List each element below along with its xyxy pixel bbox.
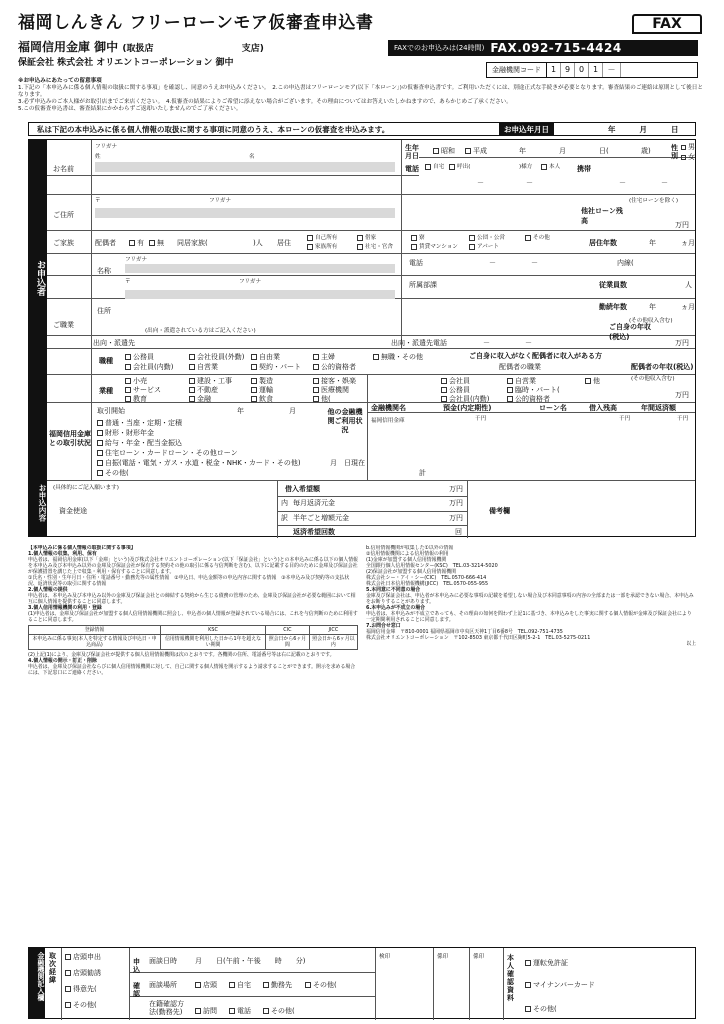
work-postal: 〒: [125, 279, 131, 285]
purpose-note: (具体的にご記入願います): [53, 485, 119, 491]
spouse-income-label: 配偶者の年収(税込): [631, 363, 694, 371]
bank-first: 福岡信用金庫: [371, 418, 405, 424]
residence-label: 居住: [277, 239, 291, 247]
bank-item[interactable]: 自振(電話・電気・ガス・水道・税金・NHK・カード・その他): [97, 458, 301, 468]
amount-unit: 万円: [449, 485, 463, 493]
terms-text: 福岡信用金庫 〒810-0001 福岡県福岡市中央区天神1丁目6番8号 TEL.092-751-4735: [366, 629, 563, 635]
apply-day[interactable]: 日: [671, 124, 679, 134]
bank-item[interactable]: 住宅ローン・カードローン・その他ローン: [97, 448, 238, 458]
company-label: 名称: [97, 267, 111, 275]
terms-heading: 3.個人信用情報機関の利用・登録: [28, 605, 102, 611]
other-loan-note: (住宅ローンを除く): [629, 198, 679, 204]
place-option[interactable]: 勤務先: [263, 980, 292, 990]
spouse-income-note: (その他収入含む): [631, 376, 675, 382]
terms-heading: 5.本同意に不同意の場合: [366, 587, 421, 593]
notes-heading: ※お申込みにあたっての留意事項: [18, 78, 102, 84]
applicant-side-label: お申込者: [29, 140, 47, 536]
cohabit-label: 同居家族(: [177, 239, 208, 247]
female-option[interactable]: 女: [681, 152, 695, 162]
ind-option[interactable]: 教育: [125, 394, 147, 404]
spouse-job-label: 配偶者の職業: [499, 363, 541, 371]
industry-label: 業種: [99, 387, 113, 395]
res-option[interactable]: アパート: [469, 242, 499, 250]
uchi-label: 内: [281, 499, 288, 507]
terms-text: 申込者は、金庫及び保証会社ならびに個人信用情報機関に対して、自己に関する個人情報を開示するよう請求することができます。開示を求める場合には、下記窓口にご連絡ください。: [28, 664, 356, 676]
res-option[interactable]: 家族所有: [307, 242, 337, 250]
address-input[interactable]: [95, 208, 395, 218]
bank-item[interactable]: その他(: [97, 468, 129, 478]
naisen-label: 内線(: [617, 259, 634, 267]
staff-area: [28, 947, 696, 1019]
ind-option[interactable]: 小売: [125, 376, 147, 386]
method-option[interactable]: 電話: [229, 1006, 251, 1016]
mei-label: 名: [249, 154, 255, 160]
loan-side-label: お申込内容: [29, 480, 47, 537]
notes: [18, 78, 708, 113]
dept-label: 所属部課: [409, 281, 437, 289]
stamp-label: 係印: [473, 954, 485, 960]
bank-item[interactable]: 財形・財形年金: [97, 428, 154, 438]
notes-line: 1.下記の「本申込みに係る個人情報の取扱に関する事項」を確認し、同意のうえお申込みください。 2.この申込書はフリーローンモア(以下「本ローン」)の仮審査申込書です。ご利用いただくには、別途正式な手続きが必要となります。審査結果のご連絡は原則として後日となります。: [18, 85, 703, 98]
spouse-option[interactable]: 会社員(内勤): [441, 394, 489, 404]
fax-number: FAX.092-715-4424: [490, 41, 622, 55]
code-digit-dash: －: [603, 63, 621, 77]
phone-own[interactable]: 本人: [541, 162, 560, 170]
purpose-label: 資金使途: [59, 507, 87, 515]
terms-text: 全国銀行個人信用情報センター(KSC) TEL.03-3214-5020: [366, 563, 498, 569]
dispatch-note: (出向・派遣されている方はご記入ください): [145, 328, 256, 334]
terms-text: 金庫及び保証会社は、申込者が本申込みに必要な事項の記載を希望しない場合及び本同意事項の内容の全部または一部を承認できない場合、本申込みをお断りすることがあります。: [366, 593, 694, 605]
count-unit: 回: [455, 528, 462, 536]
institution-code-box: [486, 62, 698, 78]
route-option[interactable]: その他(: [65, 1000, 97, 1010]
work-address-label: 住所: [97, 307, 111, 315]
registration-table: [28, 625, 358, 650]
job-option[interactable]: 公的資格者: [313, 362, 356, 372]
bank-item[interactable]: 普通・当座・定期・定積: [97, 418, 182, 428]
apply-year[interactable]: 年: [608, 124, 616, 134]
bonus-label: 半年ごと増額元金: [293, 514, 349, 522]
institution-code-label: 金融機関コード: [487, 63, 547, 77]
dispatch-label: 出向・派遣先: [93, 339, 135, 347]
route-option[interactable]: 店頭勧誘: [65, 968, 101, 978]
job-option[interactable]: 自営業: [189, 362, 218, 372]
route-option[interactable]: 店頭申出: [65, 952, 101, 962]
branch-label: (取扱店: [122, 44, 154, 54]
interview-date[interactable]: 月 日(午前・午後 時 分): [195, 957, 306, 965]
income-unit: 万円: [675, 339, 689, 347]
id-option[interactable]: 運転免許証: [525, 958, 568, 968]
birth-month[interactable]: 月: [559, 147, 566, 155]
years-kagetsu: ヵ月: [681, 303, 695, 311]
terms-heading: 7.お問合せ窓口: [366, 623, 401, 629]
tbl-cell: 本申込みに係る事実(本人を特定する情報及び申込日・申込商品): [29, 635, 161, 650]
start-month: 月: [289, 407, 296, 415]
terms-heading: 6.本申込みが不成立の場合: [366, 605, 426, 611]
occupation-label: ご職業: [53, 321, 74, 329]
phone-label: 電話: [405, 165, 419, 173]
route-option[interactable]: 得意先(: [65, 984, 97, 994]
mobile-label: 携帯: [577, 165, 591, 173]
place-option[interactable]: その他(: [305, 980, 337, 990]
job-option[interactable]: 主婦: [313, 352, 335, 362]
unit-senen: 千円: [475, 416, 487, 422]
tbl-cell: 照会日から6ヶ月以内: [309, 635, 357, 650]
remarks-label: 備考欄: [489, 507, 510, 515]
sex-label: 性別: [671, 144, 678, 160]
interview-place-label: 面談場所: [149, 981, 177, 989]
spouse-income-header: ご自身に収入がなく配偶者に収入がある方: [469, 352, 602, 360]
phone-sama: )様方: [519, 164, 533, 170]
terms-heading: 2.個人情報の提供: [28, 587, 68, 593]
work-address-input[interactable]: [125, 290, 395, 299]
spouse-income-unit: 万円: [675, 391, 689, 399]
terms-text: (1)金庫が加盟する個人信用情報機関: [366, 557, 447, 563]
name-label: お名前: [53, 165, 74, 173]
place-option[interactable]: 自宅: [229, 980, 251, 990]
stamp-label: 係印: [437, 954, 449, 960]
showa-option[interactable]: 昭和: [433, 146, 455, 156]
confirm-label: 確認: [133, 982, 140, 998]
bank-total: 計: [419, 469, 426, 477]
work-address-furigana: フリガナ: [239, 279, 262, 285]
bank-col: 年間返済額: [641, 404, 676, 412]
ind-option[interactable]: 不動産: [189, 385, 218, 395]
employees-unit: 人: [685, 281, 692, 289]
bank-relationship-label: 福岡信用金庫との取引状況: [49, 430, 91, 447]
apply-month[interactable]: 月: [639, 124, 647, 134]
monthly-label: 毎月返済元金: [293, 499, 335, 507]
spouse-option[interactable]: 他: [585, 376, 600, 386]
code-digit: 1: [547, 63, 561, 77]
place-option[interactable]: 店頭: [195, 980, 217, 990]
terms-text: 申込者は、本申込み及び本申込み以外の金庫及び保証会社との締結する契約から生じる債務の管理のため、金庫及び保証会社が必要な範囲において相互に個人情報を提供することに同意します。: [28, 593, 356, 605]
tbl-head: JICC: [309, 626, 357, 635]
birth-year[interactable]: 年: [519, 147, 526, 155]
other-loan-label: 他社ローン残高: [581, 207, 623, 225]
income-note: (その他収入含む): [629, 318, 673, 324]
bank-name: 福岡信用金庫 御中: [18, 40, 119, 54]
ind-option[interactable]: 製造: [251, 376, 273, 386]
terms-text: 株式会社オリエントコーポレーション 〒102-8503 東京都千代田区麹町5-2-1 TEL.03-5275-0211: [366, 635, 591, 641]
stamp-label: 検印: [379, 954, 391, 960]
birth-label: 生年月日: [405, 144, 419, 160]
address-label: ご住所: [53, 211, 74, 219]
bonus-unit: 万円: [449, 514, 463, 522]
code-digit: 0: [575, 63, 589, 77]
amount-label: 借入希望額: [285, 485, 320, 493]
terms-text: (2)上記(1)により、金庫及び保証会社が提供する個人信用情報機関は次のとおりです。各機関の住所、電話番号等は右に記載のとおりです。: [28, 652, 335, 658]
birth-day[interactable]: 日(: [599, 147, 609, 155]
spouse-option[interactable]: 会社員: [441, 376, 470, 386]
dispatch-phone-label: 出向・派遣先電話: [391, 339, 447, 347]
job-option[interactable]: 公務員: [125, 352, 154, 362]
sei-label: 姓: [95, 154, 101, 160]
as-of-label: 月 日現在: [330, 459, 365, 467]
interview-date-label: 面談日時: [149, 957, 177, 965]
other-banks-label: 他の金融機関ご利用状況: [327, 408, 363, 434]
wake-label: 訳: [281, 514, 288, 522]
terms-text: 申込者は、本申込みが不成立であっても、その理由の如何を問わず上記1に基づき、本申込みをした事実に関する個人情報が金庫及び保証会社により一定期間利用されることに同意します。: [366, 611, 692, 623]
terms-text: ①氏名・性別・生年月日・住所・電話番号・勤務先等の属性情報 ②申込日、申込金額等の申込内容に関する情報 ③本申込み及び契約等の支払状況、返済状況等の取引に関する情報: [28, 575, 350, 587]
ind-option[interactable]: 医療機関: [313, 385, 349, 395]
work-phone-label: 電話: [409, 259, 423, 267]
method-label: 在籍確認方法(勤務先): [149, 1000, 184, 1016]
other-loan-unit: 万円: [675, 221, 689, 229]
spouse-label: 配偶者: [95, 239, 116, 247]
ind-option[interactable]: 運輸: [251, 385, 273, 395]
terms-title: 【本申込みに係る個人情報の取扱に関する事項】: [28, 545, 136, 551]
address-furigana: フリガナ: [209, 198, 232, 204]
company-furigana: フリガナ: [125, 257, 148, 263]
spouse-option[interactable]: 公務員: [441, 385, 470, 395]
agreement-bar: [28, 122, 696, 136]
tbl-head: 登録情報: [29, 626, 161, 635]
bank-col: 預金(内定期性): [443, 404, 492, 412]
form-title: 福岡しんきん フリーローンモア仮審査申込書: [18, 13, 374, 33]
bank-addressee: [18, 38, 264, 55]
unit-senen: 千円: [677, 416, 689, 422]
residence-nen: 年: [649, 239, 656, 247]
residence-years-label: 居住年数: [589, 239, 617, 247]
res-option[interactable]: 社宅・官舎: [357, 242, 393, 250]
monthly-unit: 万円: [449, 499, 463, 507]
bank-col: 借入残高: [589, 404, 617, 412]
application-form: お申込者 お申込内容 フリガナ 姓 名 お名前 生年月日 昭和 平成 年 月 日( 歳) 性別 男 女 電話 自宅 呼出( )様方 本人 携帯 － － － － 〒 フリガナ ご住所 (住宅ローンを除く) 他社ローン残高 万円 ご家族 配偶者 有 無 同居家族( )人 居住 自己所有 家族所有 借家 社宅・官舎 寮 賃貸マンション 公団・公営 アパート その他 居住年数 年 ヵ月 フリガナ 名称 電話 － － 内線( 所属部課 従業員数 人 〒 フリガナ 住所 勤続年数 年 ヵ月 ご職業 ご自身の年収(税込) (その他収入含む) 万円 (出向・派遣されている方はご記入ください) 出向・派遣先 出向・派遣先電話 － － 職種 公務員 会社員(内勤) 会社役員(外勤) 自営業 自由業 契約・パート 主婦 公的資格者 無職・その他 業種 小売 サービス 教育 建設・工事 不動産 金融 製造 運輸 飲食 接客・娯楽 医療機関 他( ご自身に収入がなく配偶者に収入がある方 配偶者の職業 配偶者の年収(税込) 会社員 公務員 会社員(内勤) 自営業 臨時・パート( 公的資格者 他 (その他収入含む) 万円 取引開始 年 月 福岡信用金庫との取引状況 普通・当座・定期・定積 財形・財形年金 給与・年金・配当金振込 住宅ローン・カードローン・その他ローン 自振(電話・電気・ガス・水道・税金・NHK・カード・その他) その他( 他の金融機関ご利用状況 月 日現在 金融機関名 預金(内定期性) ローン名 借入残高 年間返済額 福岡信用金庫 千円 千円 千円 計 (具体的にご記入願います) 資金使途 借入希望額 万円 内 毎月返済元金 万円 訳 半年ごと増額元金 万円 返済希望回数 回 備考欄: [28, 139, 696, 537]
fax-label: FAXでのお申込みは(24時間): [394, 44, 485, 52]
ind-option[interactable]: 接客・娯楽: [313, 376, 356, 386]
bank-item[interactable]: 給与・年金・配当金振込: [97, 438, 182, 448]
ind-option[interactable]: 建設・工事: [189, 376, 232, 386]
terms-text: ②信用情報機関による信用情報の利用: [366, 551, 449, 557]
family-label: ご家族: [53, 239, 74, 247]
start-year: 年: [237, 407, 244, 415]
spouse-no[interactable]: 無: [149, 238, 164, 248]
job-option[interactable]: 契約・パート: [251, 362, 301, 372]
phone-callout[interactable]: 呼出(: [449, 162, 470, 170]
job-label: 職種: [99, 357, 113, 365]
tbl-head: CIC: [266, 626, 310, 635]
furigana-label: フリガナ: [95, 144, 118, 150]
terms-text: b.信用情報機関が収集した①以外の情報: [366, 545, 454, 551]
res-option[interactable]: その他: [525, 233, 550, 241]
id-option[interactable]: マイナンバーカード: [525, 980, 595, 990]
spouse-option[interactable]: 自営業: [507, 376, 536, 386]
terms-heading: 4.個人情報の開示・訂正・削除: [28, 658, 97, 664]
guarantor-addressee: 保証会社 株式会社 オリエントコーポレーション 御中: [18, 58, 234, 68]
terms-text: 株式会社日本信用情報機構(JICC) TEL.0570-055-955: [366, 581, 489, 587]
id-option[interactable]: その他(: [525, 1004, 557, 1014]
years-nen: 年: [649, 303, 656, 311]
apply-label: 申込: [133, 958, 140, 974]
name-input[interactable]: [95, 162, 395, 172]
residence-kagetsu: ヵ月: [681, 239, 695, 247]
job-option[interactable]: 無職・その他: [373, 352, 423, 362]
tbl-cell: 照会日から6ヶ月間: [266, 635, 310, 650]
terms-text: (1)申込者は、金庫及び保証会社が加盟する個人信用情報機関に照会し、申込者の個人情報が登録されている場合には、これを与信判断のために利用することに同意します。: [28, 611, 358, 623]
ind-option[interactable]: 金融: [189, 394, 211, 404]
fax-stamp: FAX: [632, 14, 702, 34]
res-option[interactable]: 賃貸マンション: [411, 242, 458, 250]
staff-side-label: 金融機関記入欄: [29, 948, 45, 1018]
apply-date-label: お申込年月日: [499, 123, 554, 135]
heisei-option[interactable]: 平成: [465, 146, 487, 156]
res-option[interactable]: 借家: [357, 233, 376, 241]
ind-option[interactable]: 飲食: [251, 394, 273, 404]
unit-senen: 千円: [619, 416, 631, 422]
code-digit: 9: [561, 63, 575, 77]
male-option[interactable]: 男: [681, 142, 695, 152]
count-label: 返済希望回数: [293, 528, 335, 536]
phone-home[interactable]: 自宅: [425, 162, 444, 170]
terms-heading: 1.個人情報の収集、利用、保有: [28, 551, 97, 557]
id-docs-label: 本人確認資料: [507, 954, 514, 1002]
notes-line: 3.必ず申込みのご本人様がお取引店までご来店ください。 4.仮審査の結果によりご希望に添えない場合がございます。その理由についてはお答えいたしかねますので、あらかじめご了承ください。: [18, 99, 512, 105]
spouse-option[interactable]: 公的資格者: [507, 394, 550, 404]
spouse-option[interactable]: 臨時・パート(: [507, 385, 560, 395]
bank-col: 金融機関名: [371, 404, 406, 412]
privacy-terms: [28, 545, 696, 945]
terms-end: 以上: [686, 641, 696, 647]
notes-line: 5.この仮審査申込書は、審査結果にかかわらずご返却いたしませんのでご了承ください。: [18, 106, 242, 112]
terms-text: (2)保証会社が加盟する個人信用情報機関: [366, 569, 457, 575]
ind-option[interactable]: 他(: [313, 394, 331, 404]
res-option[interactable]: 公団・公営: [469, 233, 505, 241]
years-label: 勤続年数: [599, 303, 627, 311]
tbl-cell: 信用情報機関を利用した日から1年を超えない期間: [161, 635, 266, 650]
ind-option[interactable]: サービス: [125, 385, 161, 395]
terms-text: 申込者は、福岡信用金庫(以下「金庫」という)及び株式会社オリエントコーポレーション(以下「保証会社」という)との本申込みに係る以下の個人情報を本申込み及び本申込み以外の金庫及び保証会社が保有する契約その他の取引に係る与信判断を含む)、以下に記載する目的のために金庫及び保証会社が保護措置を講じた上で収集・利用・保有することに同意します。: [28, 557, 358, 575]
start-label: 取引開始: [97, 407, 125, 415]
route-label: 取次経緯: [49, 952, 56, 984]
job-option[interactable]: 会社員(内勤): [125, 362, 173, 372]
tbl-head: KSC: [161, 626, 266, 635]
method-option[interactable]: その他(: [263, 1006, 295, 1016]
agreement-text: 私は下記の本申込みに係る個人情報の取扱に関する事項に同意のうえ、本ローンの仮審査を申込みます。: [37, 124, 390, 134]
terms-text: 株式会社シー・アイ・シー(CIC) TEL.0570-666-414: [366, 575, 487, 581]
employees-label: 従業員数: [599, 281, 627, 289]
code-digit: 1: [589, 63, 603, 77]
branch-suffix: 支店): [241, 44, 264, 54]
income-label: ご自身の年収(税込): [609, 323, 651, 341]
job-option[interactable]: 会社役員(外勤): [189, 352, 244, 362]
method-option[interactable]: 訪問: [195, 1006, 217, 1016]
postal-mark: 〒: [95, 198, 101, 204]
res-option[interactable]: 自己所有: [307, 233, 337, 241]
cohabit-people: )人: [253, 239, 263, 247]
job-option[interactable]: 自由業: [251, 352, 280, 362]
age-label: 歳): [641, 147, 651, 155]
spouse-yes[interactable]: 有: [129, 238, 144, 248]
fax-bar: [388, 40, 698, 56]
company-input[interactable]: [125, 264, 395, 273]
res-option[interactable]: 寮: [411, 233, 425, 241]
bank-col: ローン名: [539, 404, 567, 412]
